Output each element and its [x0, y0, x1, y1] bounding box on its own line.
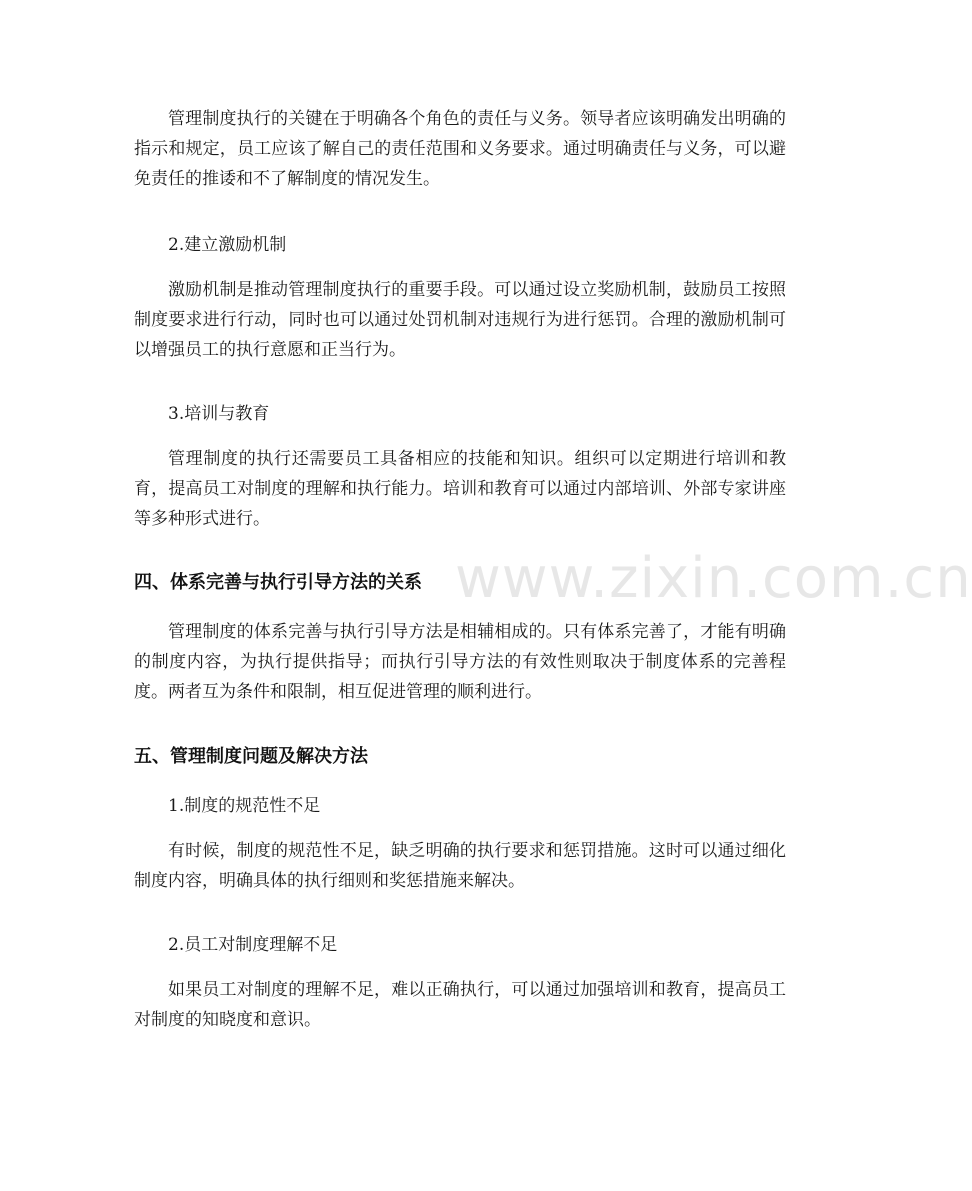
paragraph-training: 管理制度的执行还需要员工具备相应的技能和知识。组织可以定期进行培训和教育，提高员工对制度的理解和执行能力。培训和教育可以通过内部培训、外部专家讲座等多种形式进行。 — [134, 449, 786, 529]
paragraph-relationship: 管理制度的体系完善与执行引导方法是相辅相成的。只有体系完善了，才能有明确的制度内容，为执行提供指导；而执行引导方法的有效性则取决于制度体系的完善程度。两者互为条件和限制，相互促进管理的顺利进行。 — [134, 622, 786, 702]
section-heading-4: 四、体系完善与执行引导方法的关系 — [134, 572, 422, 593]
paragraph-understanding: 如果员工对制度的理解不足，难以正确执行，可以通过加强培训和教育，提高员工对制度的知晓度和意识。 — [134, 980, 786, 1030]
watermark: www.zixin.com.cn — [455, 546, 972, 611]
paragraph-normativity: 有时候，制度的规范性不足，缺乏明确的执行要求和惩罚措施。这时可以通过细化制度内容，明确具体的执行细则和奖惩措施来解决。 — [134, 841, 786, 891]
paragraph-incentive: 激励机制是推动管理制度执行的重要手段。可以通过设立奖励机制，鼓励员工按照制度要求进行行动，同时也可以通过处罚机制对违规行为进行惩罚。合理的激励机制可以增强员工的执行意愿和正当行为。 — [134, 280, 786, 360]
subheading-normativity: 1.制度的规范性不足 — [168, 796, 321, 816]
subheading-incentive: 2.建立激励机制 — [168, 235, 287, 255]
section-heading-5: 五、管理制度问题及解决方法 — [134, 746, 368, 767]
subheading-understanding: 2.员工对制度理解不足 — [168, 935, 338, 955]
paragraph-responsibility: 管理制度执行的关键在于明确各个角色的责任与义务。领导者应该明确发出明确的指示和规定，员工应该了解自己的责任范围和义务要求。通过明确责任与义务，可以避免责任的推诿和不了解制度的情况发生。 — [134, 109, 786, 189]
subheading-training: 3.培训与教育 — [168, 404, 270, 424]
